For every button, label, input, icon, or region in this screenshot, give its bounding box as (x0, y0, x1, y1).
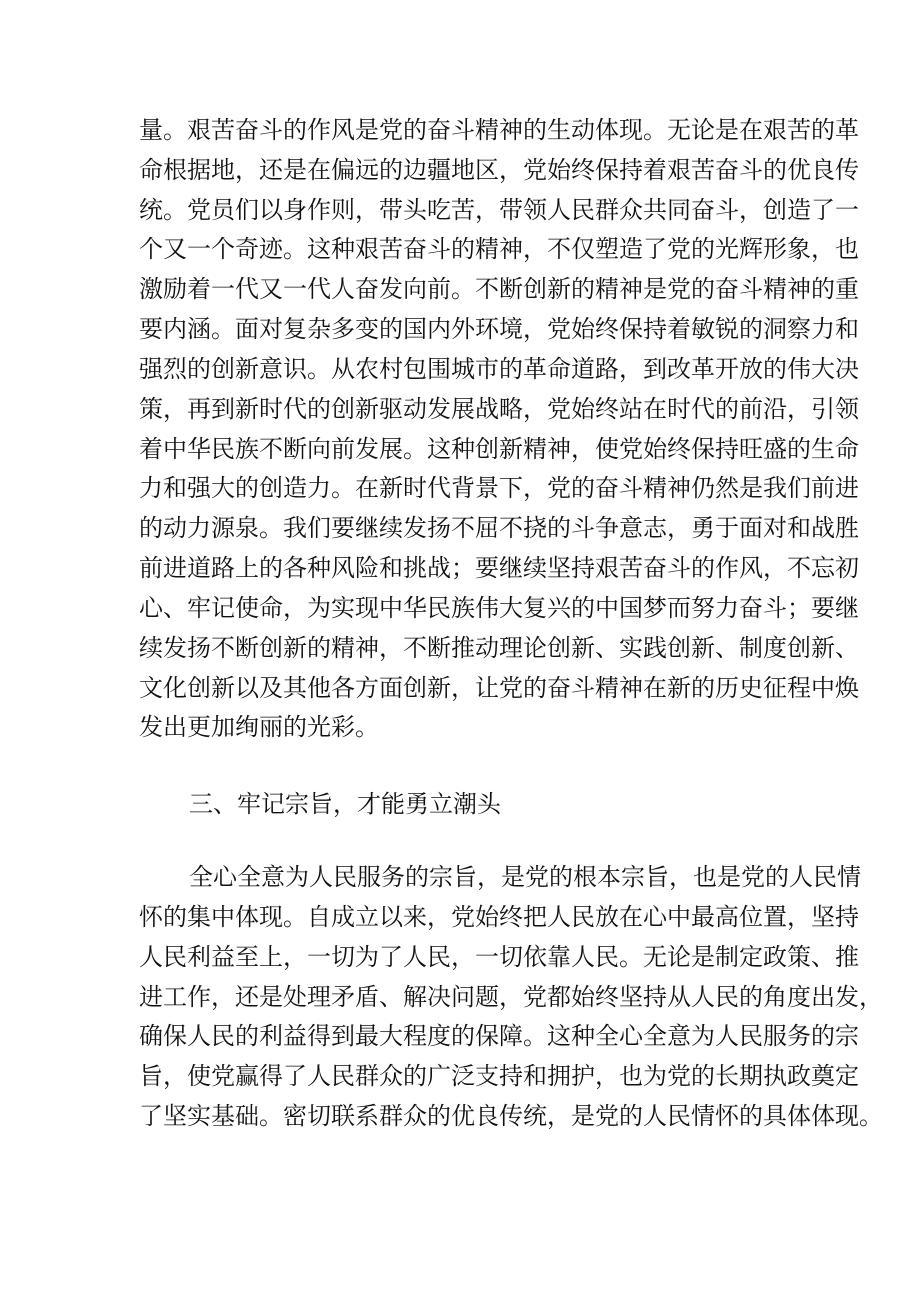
section-heading: 三、牢记宗旨，才能勇立潮头 (189, 790, 501, 818)
paragraph-line: 确保人民的利益得到最大程度的保障。这种全心全意为人民服务的宗 (139, 1022, 859, 1050)
paragraph-line: 统。党员们以身作则，带头吃苦，带领人民群众共同奋斗，创造了一 (139, 196, 859, 224)
paragraph-line: 人民利益至上，一切为了人民，一切依靠人民。无论是制定政策、推 (139, 943, 859, 971)
paragraph-line: 怀的集中体现。自成立以来，党始终把人民放在心中最高位置，坚持 (139, 903, 859, 931)
paragraph-line: 强烈的创新意识。从农村包围城市的革命道路，到改革开放的伟大决 (139, 355, 859, 383)
paragraph-line: 策，再到新时代的创新驱动发展战略，党始终站在时代的前沿，引领 (139, 395, 859, 423)
paragraph-line: 进工作，还是处理矛盾、解决问题，党都始终坚持从人民的角度出发， (139, 983, 883, 1011)
paragraph-line: 的动力源泉。我们要继续发扬不屈不挠的斗争意志，勇于面对和战胜 (139, 514, 859, 542)
paragraph-line: 命根据地，还是在偏远的边疆地区，党始终保持着艰苦奋斗的优良传 (139, 156, 859, 184)
paragraph-line: 发出更加绚丽的光彩。 (139, 713, 379, 741)
paragraph-line: 续发扬不断创新的精神，不断推动理论创新、实践创新、制度创新、 (139, 634, 859, 662)
paragraph-line: 着中华民族不断向前发展。这种创新精神，使党始终保持旺盛的生命 (139, 435, 859, 463)
paragraph-line: 了坚实基础。密切联系群众的优良传统，是党的人民情怀的具体体现。 (139, 1102, 883, 1130)
paragraph-line: 心、牢记使命，为实现中华民族伟大复兴的中国梦而努力奋斗；要继 (139, 594, 859, 622)
paragraph-line: 量。艰苦奋斗的作风是党的奋斗精神的生动体现。无论是在艰苦的革 (139, 116, 859, 144)
paragraph-line: 激励着一代又一代人奋发向前。不断创新的精神是党的奋斗精神的重 (139, 275, 859, 303)
paragraph-line: 要内涵。面对复杂多变的国内外环境，党始终保持着敏锐的洞察力和 (139, 315, 859, 343)
paragraph-line: 个又一个奇迹。这种艰苦奋斗的精神，不仅塑造了党的光辉形象，也 (139, 235, 859, 263)
paragraph-line: 前进道路上的各种风险和挑战；要继续坚持艰苦奋斗的作风，不忘初 (139, 554, 859, 582)
paragraph-line: 力和强大的创造力。在新时代背景下，党的奋斗精神仍然是我们前进 (139, 474, 859, 502)
paragraph-line: 旨，使党赢得了人民群众的广泛支持和拥护，也为党的长期执政奠定 (139, 1062, 859, 1090)
paragraph-line: 全心全意为人民服务的宗旨，是党的根本宗旨，也是党的人民情 (189, 863, 861, 891)
paragraph-line: 文化创新以及其他各方面创新，让党的奋斗精神在新的历史征程中焕 (139, 674, 859, 702)
